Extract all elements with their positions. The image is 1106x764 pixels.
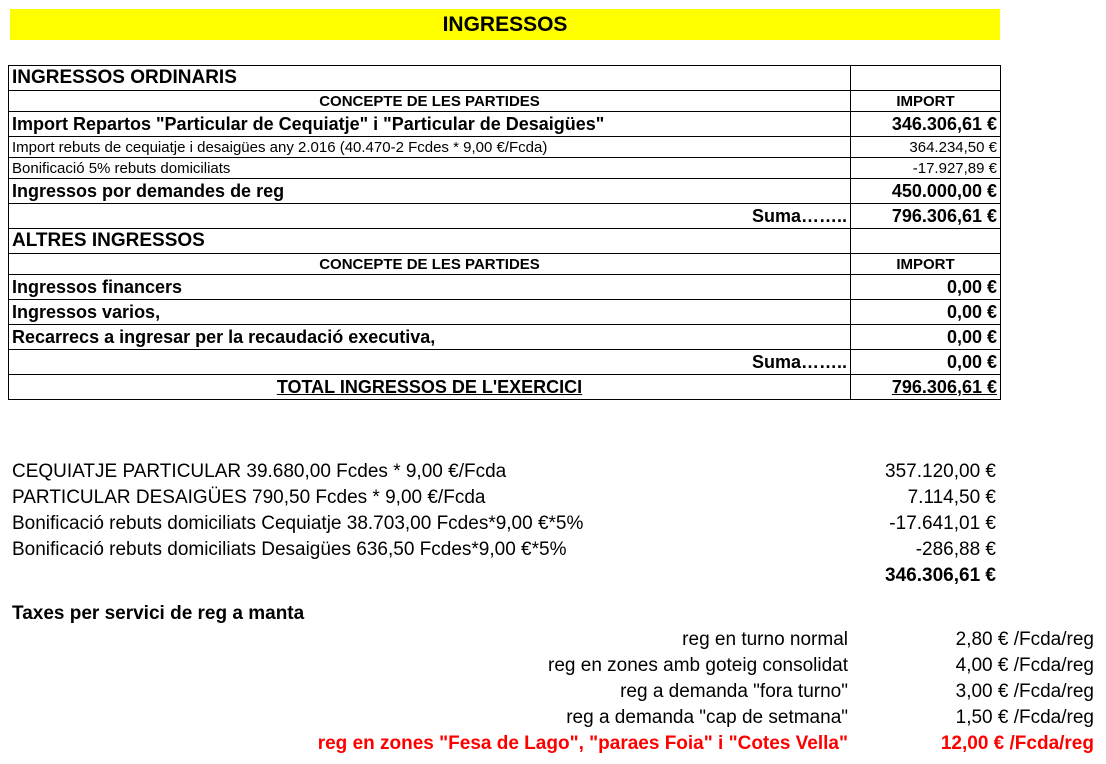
tax-label: reg a demanda "fora turno" (620, 681, 848, 702)
section-title: ALTRES INGRESSOS (9, 229, 851, 254)
tax-label: reg en zones amb goteig consolidat (548, 655, 848, 676)
total-row (9, 375, 1001, 400)
tax-row (0, 627, 1106, 653)
tax-row (0, 705, 1106, 731)
calc-row (12, 537, 996, 563)
calc-label: CEQUIATJE PARTICULAR 39.680,00 Fcdes * 9,00 €/Fcda (12, 461, 507, 482)
header-row (9, 91, 1001, 112)
row-value: 0,00 € (851, 300, 1001, 325)
row-value: -17.927,89 € (851, 158, 1001, 179)
calc-label: Bonificació rebuts domiciliats Cequiatje 38.703,00 Fcdes*9,00 €*5% (12, 513, 584, 534)
table-row (9, 325, 1001, 350)
section-row-altres (9, 229, 1001, 254)
row-label: Import rebuts de cequiatje i desaigües any 2.016 (40.470-2 Fcdes * 9,00 €/Fcda) (9, 137, 851, 158)
table-row (9, 300, 1001, 325)
calc-label: Bonificació rebuts domiciliats Desaigües 636,50 Fcdes*9,00 €*5% (12, 539, 567, 560)
tax-value: 1,50 € /Fcda/reg (955, 707, 1094, 728)
calc-value: -17.641,01 € (889, 513, 996, 534)
header-import: IMPORT (851, 254, 1001, 275)
row-value: 364.234,50 € (851, 137, 1001, 158)
tax-value: 12,00 € /Fcda/reg (940, 733, 1094, 754)
row-label: Import Repartos "Particular de Cequiatje" i "Particular de Desaigües" (9, 112, 851, 137)
row-value: 0,00 € (851, 325, 1001, 350)
income-table (8, 65, 1001, 400)
page-title: INGRESSOS (10, 9, 1000, 40)
tax-value: 3,00 € /Fcda/reg (955, 681, 1094, 702)
sum-row-ordinaris (9, 204, 1001, 229)
calc-row (12, 485, 996, 511)
header-concept: CONCEPTE DE LES PARTIDES (9, 91, 851, 112)
header-row (9, 254, 1001, 275)
row-label: Recarrecs a ingresar per la recaudació executiva, (9, 325, 851, 350)
calc-row (12, 511, 996, 537)
tax-label: reg en turno normal (682, 629, 848, 650)
tax-row (0, 679, 1106, 705)
taxes-title: Taxes per servici de reg a manta (12, 603, 305, 624)
total-label: TOTAL INGRESSOS DE L'EXERCICI (9, 375, 851, 400)
section-title: INGRESSOS ORDINARIS (9, 66, 851, 91)
tax-label: reg en zones "Fesa de Lago", "paraes Foia" i "Cotes Vella" (317, 733, 848, 754)
table-row (9, 112, 1001, 137)
row-label: Ingressos financers (9, 275, 851, 300)
tax-row-highlighted (0, 731, 1106, 757)
calc-total: 346.306,61 € (885, 565, 996, 586)
tax-label: reg a demanda "cap de setmana" (566, 707, 848, 728)
row-label: Ingressos varios, (9, 300, 851, 325)
tax-value: 2,80 € /Fcda/reg (955, 629, 1094, 650)
calc-value: 7.114,50 € (907, 487, 996, 508)
section-row-ordinaris (9, 66, 1001, 91)
tax-row (0, 653, 1106, 679)
tax-value: 4,00 € /Fcda/reg (955, 655, 1094, 676)
row-value: 346.306,61 € (851, 112, 1001, 137)
header-concept: CONCEPTE DE LES PARTIDES (9, 254, 851, 275)
sum-row-altres (9, 350, 1001, 375)
row-value: 450.000,00 € (851, 179, 1001, 204)
calc-value: -286,88 € (915, 539, 996, 560)
table-row (9, 275, 1001, 300)
sum-value: 796.306,61 € (851, 204, 1001, 229)
calc-row (12, 459, 996, 485)
row-label: Ingressos por demandes de reg (9, 179, 851, 204)
sum-label: Suma…….. (9, 204, 851, 229)
sum-label: Suma…….. (9, 350, 851, 375)
calc-label: PARTICULAR DESAIGÜES 790,50 Fcdes * 9,00 €/Fcda (12, 487, 486, 508)
total-value: 796.306,61 € (851, 375, 1001, 400)
calc-value: 357.120,00 € (885, 461, 996, 482)
table-row (9, 158, 1001, 179)
row-label: Bonificació 5% rebuts domiciliats (9, 158, 851, 179)
row-value: 0,00 € (851, 275, 1001, 300)
sum-value: 0,00 € (851, 350, 1001, 375)
table-row (9, 179, 1001, 204)
table-row (9, 137, 1001, 158)
header-import: IMPORT (851, 91, 1001, 112)
